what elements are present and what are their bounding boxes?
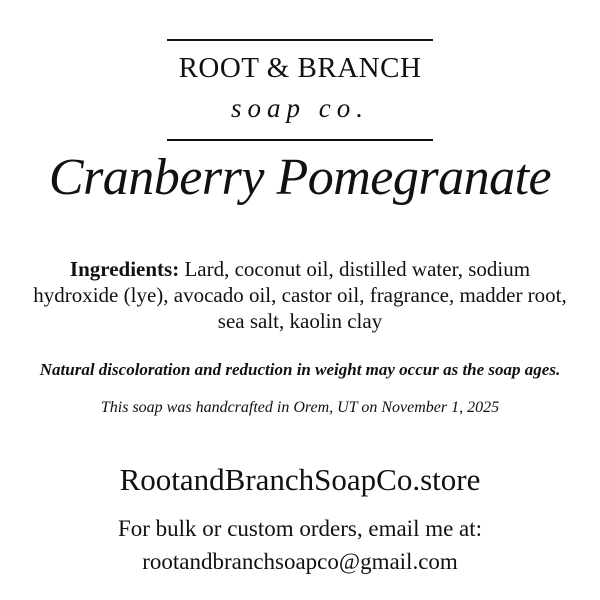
ingredients-block <box>30 256 570 334</box>
discoloration-notice: Natural discoloration and reduction in weight may occur as the soap ages. <box>39 360 561 379</box>
website-link[interactable]: RootandBranchSoapCo.store <box>119 462 481 497</box>
header-bottom-rule <box>167 139 433 141</box>
product-name: Cranberry Pomegranate <box>48 149 552 206</box>
handcrafted-origin: This soap was handcrafted in Orem, UT on November 1, 2025 <box>100 399 500 416</box>
ingredients-text: Lard, coconut oil, distilled water, sodium hydroxide (lye), avocado oil, castor oil, fragrance, madder root, sea salt, kaolin clay <box>33 257 567 333</box>
header-top-rule <box>167 39 433 41</box>
brand-subtitle: soap co. <box>231 93 369 123</box>
contact-email-link[interactable]: rootandbranchsoapco@gmail.com <box>142 549 458 574</box>
contact-line: For bulk or custom orders, email me at: <box>117 516 483 541</box>
brand-name: ROOT & BRANCH <box>178 52 422 84</box>
ingredients-label: Ingredients: <box>69 257 185 281</box>
